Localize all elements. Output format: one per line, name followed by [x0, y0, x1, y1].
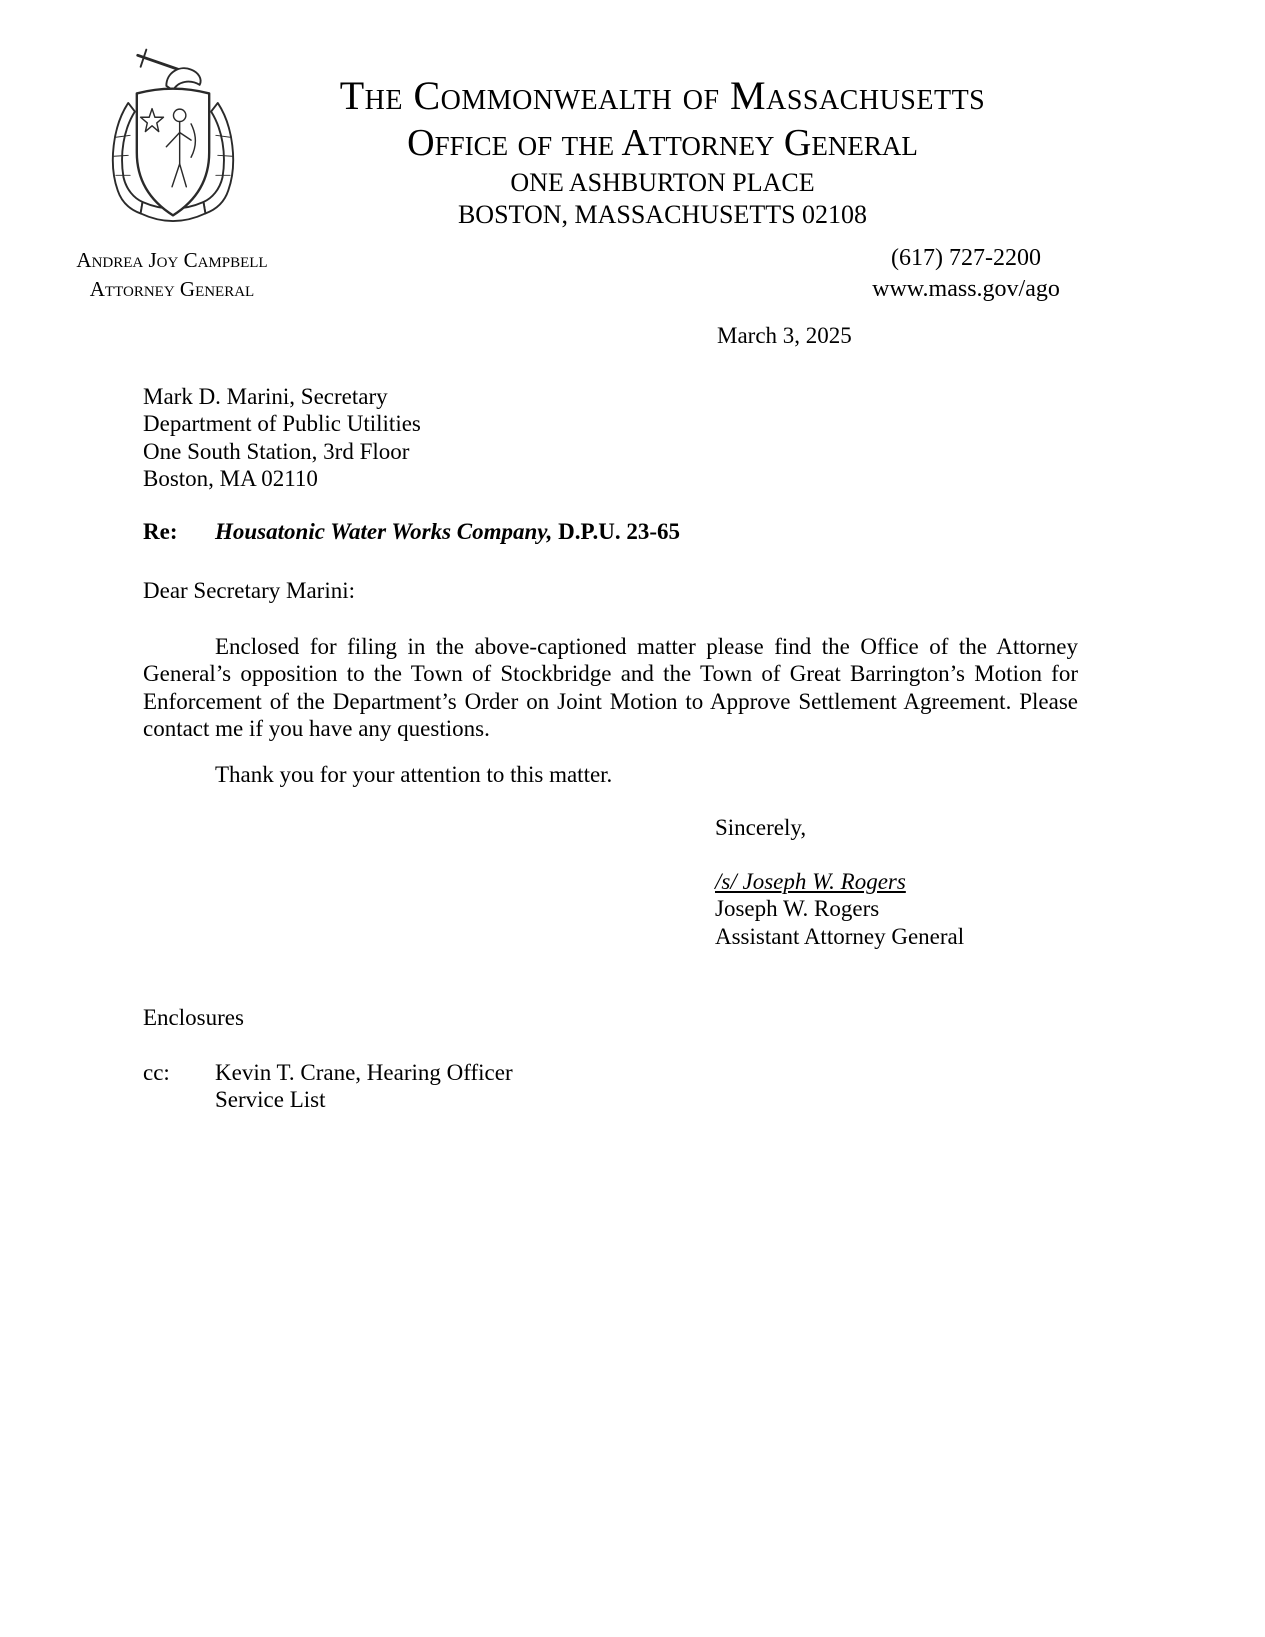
cc-lines	[215, 1059, 513, 1114]
enclosures-line: Enclosures	[143, 1005, 244, 1030]
signer-name: Joseph W. Rogers	[715, 896, 880, 921]
letterhead-office: Office of the Attorney General	[407, 122, 918, 164]
letter-body	[143, 322, 1078, 1114]
closing-block	[715, 814, 1078, 950]
cc-block	[143, 1059, 1078, 1114]
re-line	[143, 518, 1078, 546]
body-paragraph-2: Thank you for your attention to this matter.	[215, 761, 613, 787]
recipient-address-block	[143, 383, 1078, 493]
letterhead-city: BOSTON, MASSACHUSETTS 02108	[457, 200, 868, 229]
phone-number: (617) 727-2200	[891, 245, 1041, 271]
website-url: www.mass.gov/ago	[872, 276, 1060, 302]
recipient-line: Department of Public Utilities	[143, 411, 421, 436]
signer-title: Assistant Attorney General	[715, 923, 965, 949]
contact-block	[866, 243, 1066, 305]
valediction: Sincerely,	[715, 815, 807, 840]
body-paragraph-1: Enclosed for filing in the above-captioned matter please find the Office of the Attorney General’s opposition to the Town of Stockbridge and the Town of Great Barrington’s Motion for Enforcement of the Department’s Order on Joint Motion to Approve Settlement Agreement. Please contact me if you have any questions.	[143, 633, 1078, 741]
recipient-line: One South Station, 3rd Floor	[143, 438, 410, 464]
cc-line: Kevin T. Crane, Hearing Officer	[215, 1059, 513, 1085]
re-label: Re:	[143, 518, 178, 544]
recipient-line: Mark D. Marini, Secretary	[143, 383, 388, 409]
date-line: March 3, 2025	[717, 323, 852, 348]
recipient-line: Boston, MA 02110	[143, 466, 318, 491]
salutation: Dear Secretary Marini:	[143, 578, 356, 603]
official-title: Attorney General	[89, 277, 255, 301]
attorney-general-block	[52, 246, 292, 304]
cc-line: Service List	[215, 1087, 326, 1112]
case-name: Housatonic Water Works Company,	[215, 518, 553, 544]
cc-label: cc:	[143, 1059, 170, 1085]
docket-number: D.P.U. 23-65	[558, 518, 680, 544]
official-name: Andrea Joy Campbell	[76, 248, 268, 272]
letterhead-street: ONE ASHBURTON PLACE	[510, 168, 815, 197]
signature: /s/ Joseph W. Rogers	[715, 868, 906, 894]
letterhead-commonwealth: The Commonwealth of Massachusetts	[339, 73, 986, 118]
letterhead	[60, 72, 1265, 231]
